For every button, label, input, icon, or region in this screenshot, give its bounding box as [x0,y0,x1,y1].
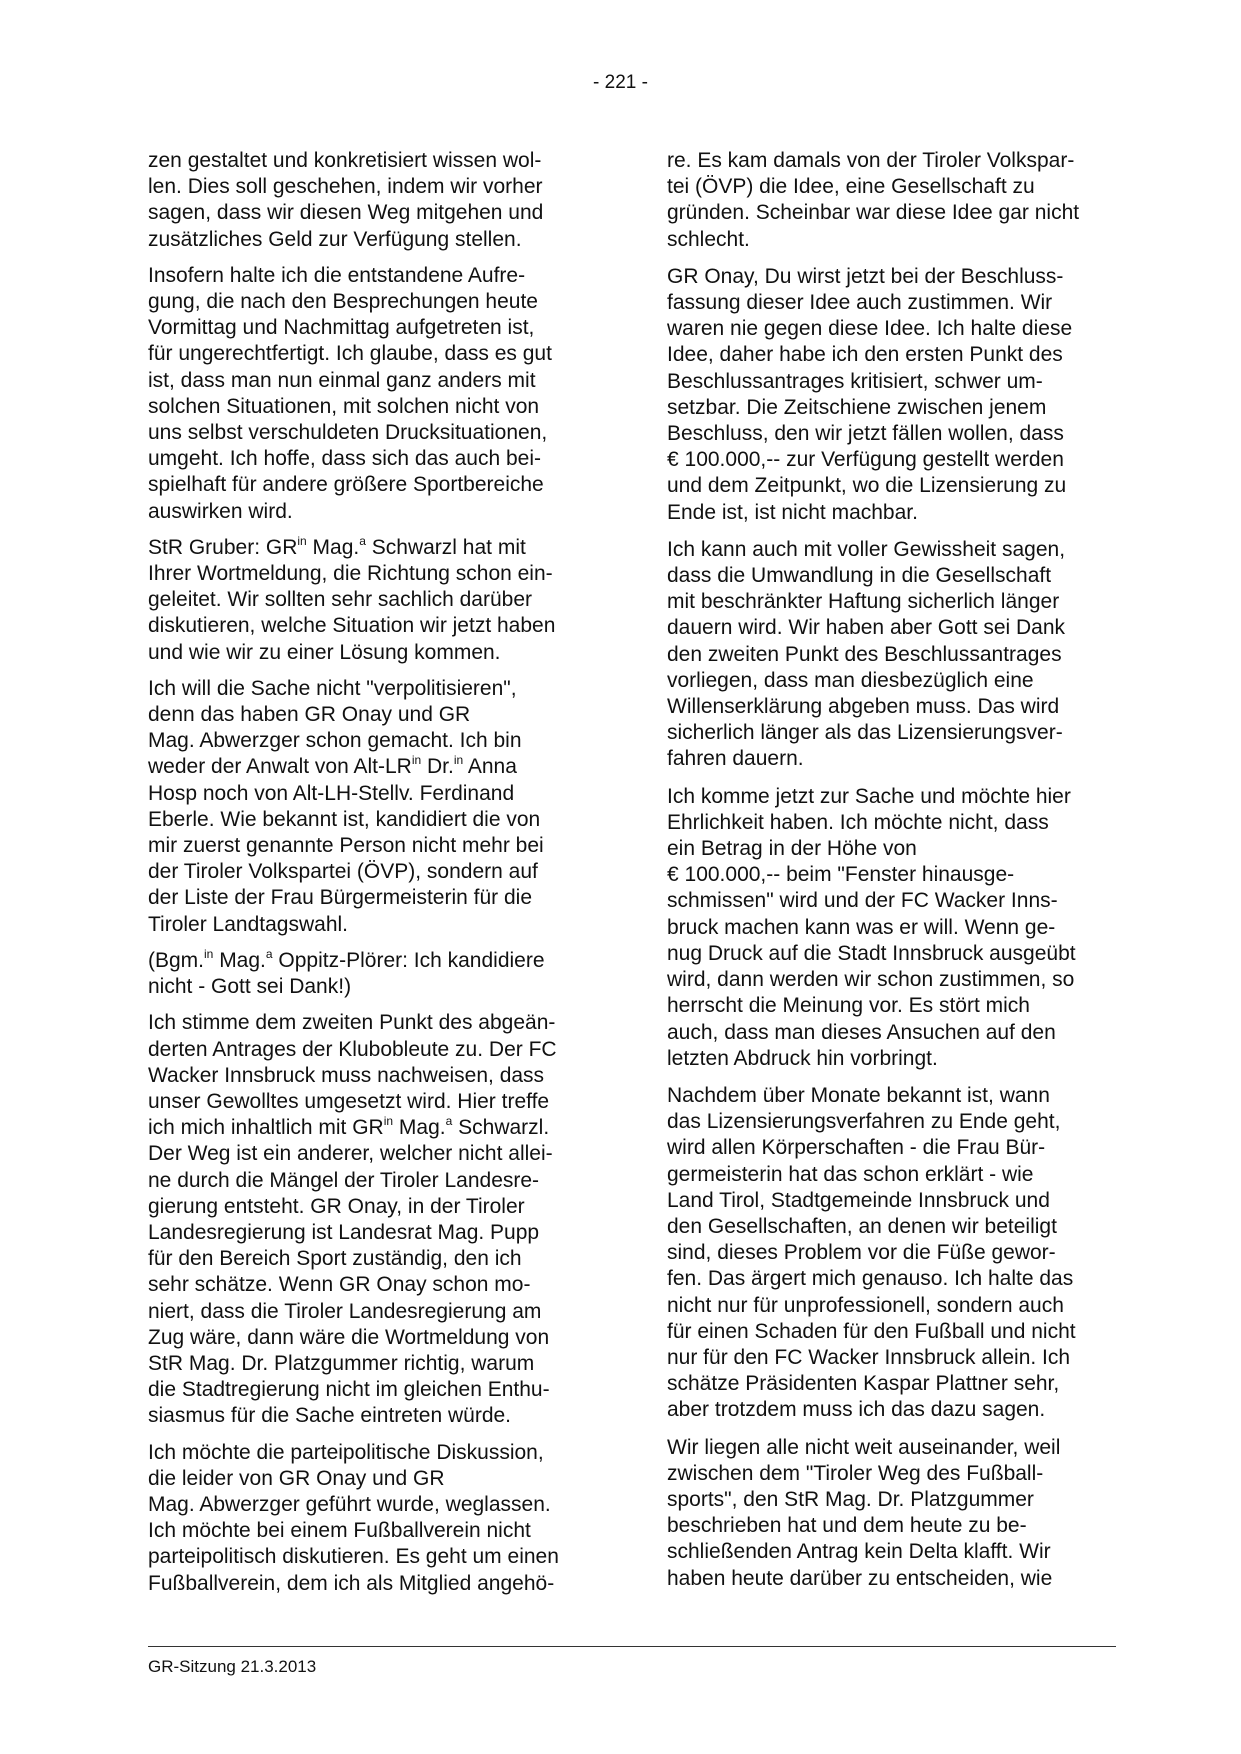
text-line [667,993,1119,1019]
text-segment: € 100.000,-- beim "Fenster hinausge- [667,863,1015,887]
text-line [667,1135,1119,1161]
text-segment: zusätzliches Geld zur Verfügung stellen. [148,227,522,251]
text-segment: setzbar. Die Zeitschiene zwischen jenem [667,395,1047,419]
text-line [148,1194,600,1220]
text-segment: wird, dann werden wir schon zustimmen, so [667,968,1075,992]
text-segment: fahren dauern. [667,747,804,771]
text-line [667,1461,1119,1487]
text-segment: Nachdem über Monate bekannt ist, wann [667,1083,1050,1107]
text-line [148,1246,600,1272]
text-line [667,473,1119,499]
text-line [667,1214,1119,1240]
text-segment: StR Mag. Dr. Platzgummer richtig, warum [148,1351,535,1375]
text-line [148,446,600,472]
text-segment: mit beschränkter Haftung sicherlich länger [667,590,1060,614]
text-line [667,500,1119,526]
text-segment: unser Gewolltes umgesetzt wird. Hier treffe [148,1089,550,1113]
text-segment: weder der Anwalt von Alt-LR [148,755,412,779]
text-line [148,1220,600,1246]
text-segment: germeisterin hat das schon erklärt - wie [667,1162,1034,1186]
paragraph [667,1083,1119,1424]
paragraph [667,148,1119,253]
text-segment: diskutieren, welche Situation wir jetzt haben [148,614,556,638]
text-segment: sind, dieses Problem vor die Füße gewor- [667,1241,1056,1265]
text-segment: Wir liegen alle nicht weit auseinander, weil [667,1435,1061,1459]
paragraph [148,676,600,938]
text-segment: und dem Zeitpunkt, wo die Lizensierung zu [667,474,1067,498]
text-segment: den Gesellschaften, an denen wir beteiligt [667,1214,1057,1238]
text-segment: gierung entsteht. GR Onay, in der Tiroler [148,1194,525,1218]
text-segment: Mag. [213,948,266,972]
text-segment: ist, dass man nun einmal ganz anders mit [148,368,536,392]
text-line [667,1487,1119,1513]
text-segment: schließenden Antrag kein Delta klafft. Wir [667,1540,1051,1564]
text-line [667,290,1119,316]
text-segment: Ich will die Sache nicht "verpolitisieren", [148,676,517,700]
text-line [667,967,1119,993]
text-segment: Idee, daher habe ich den ersten Punkt des [667,343,1063,367]
text-segment: die Stadtregierung nicht im gleichen Enthu- [148,1378,550,1402]
text-line [667,810,1119,836]
paragraph [148,1440,600,1597]
text-line [667,537,1119,563]
text-line [667,615,1119,641]
text-line [667,1266,1119,1292]
text-segment: Ich möchte bei einem Fußballverein nicht [148,1519,531,1543]
text-line [148,1272,600,1298]
text-segment: schmissen" wird und der FC Wacker Inns- [667,889,1058,913]
text-segment: Wacker Innsbruck muss nachweisen, dass [148,1063,545,1087]
text-segment: Land Tirol, Stadtgemeinde Innsbruck und [667,1188,1050,1212]
text-line [148,499,600,525]
text-line [148,974,600,1000]
text-segment: fassung dieser Idee auch zustimmen. Wir [667,291,1053,315]
text-line [148,1571,600,1597]
superscript: in [204,946,214,961]
text-segment: Ihrer Wortmeldung, die Richtung schon ein- [148,562,553,586]
text-line [667,1083,1119,1109]
text-line [667,1371,1119,1397]
left-text-column [148,148,600,1607]
text-line [667,1109,1119,1135]
text-line [148,833,600,859]
text-segment: Ehrlichkeit haben. Ich möchte nicht, dass [667,810,1049,834]
text-segment: Oppitz-Plörer: Ich kandidiere [272,948,545,972]
text-line [148,1466,600,1492]
text-line [148,420,600,446]
text-line [148,1440,600,1466]
text-segment: denn das haben GR Onay und GR [148,703,471,727]
text-segment: der Liste der Frau Bürgermeisterin für die [148,886,532,910]
text-segment: beschrieben hat und dem heute zu be- [667,1514,1027,1538]
text-segment: auswirken wird. [148,499,293,523]
text-segment: Beschlussantrages kritisiert, schwer um- [667,369,1043,393]
text-line [667,563,1119,589]
superscript: in [411,753,422,768]
text-segment: uns selbst verschuldeten Drucksituationen, [148,421,548,445]
text-line [148,315,600,341]
text-segment: mir zuerst genannte Person nicht mehr bei [148,834,544,858]
text-line [667,694,1119,720]
text-segment: das Lizensierungsverfahren zu Ende geht, [667,1110,1061,1134]
text-line [148,227,600,253]
text-segment: schlecht. [667,227,750,251]
paragraph [148,1010,600,1429]
text-segment: auch, dass man dieses Ansuchen auf den [667,1020,1056,1044]
text-segment: Willenserklärung abgeben muss. Das wird [667,695,1060,719]
text-line [148,1299,600,1325]
text-segment: Der Weg ist ein anderer, welcher nicht allei- [148,1142,553,1166]
page-number: - 221 - [593,72,648,93]
text-segment: Tiroler Landtagswahl. [148,912,348,936]
text-segment: Ende ist, ist nicht machbar. [667,500,918,524]
text-line [667,1293,1119,1319]
text-line [148,394,600,420]
text-segment: geleitet. Wir sollten sehr sachlich darüber [148,588,533,612]
text-segment: den zweiten Punkt des Beschlussantrages [667,642,1062,666]
text-segment: sicherlich länger als das Lizensierungsver- [667,721,1063,745]
superscript: a [359,533,366,548]
text-segment: Mag. [306,535,360,559]
superscript: in [383,1114,394,1129]
text-segment: Landesregierung ist Landesrat Mag. Pupp [148,1220,540,1244]
text-line [667,1435,1119,1461]
text-segment: len. Dies soll geschehen, indem wir vorher [148,175,543,199]
text-segment: nur für den FC Wacker Innsbruck allein. Ich [667,1345,1071,1369]
text-line [148,676,600,702]
text-line [148,728,600,754]
text-line [667,668,1119,694]
text-line [667,862,1119,888]
text-line [667,941,1119,967]
text-line [148,535,600,561]
text-segment: dauern wird. Wir haben aber Gott sei Dank [667,616,1066,640]
text-line [148,148,600,174]
text-line [667,395,1119,421]
text-segment: spielhaft für andere größere Sportbereiche [148,473,544,497]
text-segment: letzten Abdruck hin vorbringt. [667,1046,938,1070]
text-line [148,948,600,974]
text-segment: sehr schätze. Wenn GR Onay schon mo- [148,1273,531,1297]
text-line [667,746,1119,772]
paragraph [148,535,600,666]
text-line [148,368,600,394]
text-line [148,859,600,885]
text-segment: Ich komme jetzt zur Sache und möchte hier [667,784,1071,808]
text-line [667,1046,1119,1072]
text-line [667,369,1119,395]
text-line [148,1037,600,1063]
text-line [667,888,1119,914]
text-segment: GR Onay, Du wirst jetzt bei der Beschluss- [667,264,1064,288]
text-line [148,1377,600,1403]
text-line [148,640,600,666]
text-line [667,1240,1119,1266]
text-line [667,1020,1119,1046]
text-line [148,1141,600,1167]
text-line [148,1518,600,1544]
text-line [148,174,600,200]
text-line [667,447,1119,473]
text-line [148,341,600,367]
paragraph [667,1435,1119,1592]
text-segment: der Tiroler Volkspartei (ÖVP), sondern auf [148,860,538,884]
paragraph [667,264,1119,526]
text-line [667,1513,1119,1539]
text-segment: Dr. [421,755,454,779]
text-line [667,148,1119,174]
text-line [148,472,600,498]
text-segment: umgeht. Ich hoffe, dass sich das auch bei- [148,447,542,471]
text-segment: derten Antrages der Klubobleute zu. Der FC [148,1037,557,1061]
text-line [667,227,1119,253]
text-line [148,781,600,807]
text-segment: Mag. Abwerzger schon gemacht. Ich bin [148,729,522,753]
text-segment: aber trotzdem muss ich das dazu sagen. [667,1398,1046,1422]
text-segment: fen. Das ärgert mich genauso. Ich halte das [667,1267,1074,1291]
text-line [667,784,1119,810]
text-line [667,1566,1119,1592]
text-segment: schätze Präsidenten Kaspar Plattner sehr, [667,1372,1060,1396]
text-segment: Vormittag und Nachmittag aufgetreten ist, [148,316,535,340]
text-line [148,1403,600,1429]
text-segment: Schwarzl. [452,1116,550,1140]
text-line [148,263,600,289]
text-segment: für einen Schaden für den Fußball und nicht [667,1319,1076,1343]
text-segment: für den Bereich Sport zuständig, den ich [148,1247,522,1271]
text-segment: Fußballverein, dem ich als Mitglied angehö- [148,1571,555,1595]
text-segment: nug Druck auf die Stadt Innsbruck ausgeübt [667,941,1076,965]
superscript: in [453,753,464,768]
text-segment: vorliegen, dass man diesbezüglich eine [667,668,1034,692]
text-line [667,1345,1119,1371]
superscript: a [445,1114,453,1129]
text-line [667,200,1119,226]
text-line [667,264,1119,290]
text-segment: dass die Umwandlung in die Gesellschaft [667,564,1052,588]
text-segment: Anna [463,755,517,779]
text-line [148,1168,600,1194]
text-line [148,1492,600,1518]
text-segment: Eberle. Wie bekannt ist, kandidiert die von [148,807,541,831]
text-line [667,1539,1119,1565]
text-line [148,912,600,938]
paragraph [667,784,1119,1072]
text-segment: Mag. Abwerzger geführt wurde, weglassen. [148,1492,551,1516]
text-segment: Mag. [393,1116,446,1140]
text-segment: Schwarzl hat mit [365,535,526,559]
text-segment: Beschluss, den wir jetzt fällen wollen, dass [667,422,1064,446]
paragraph [667,537,1119,773]
text-segment: StR Gruber: GR [148,535,298,559]
text-segment: sports", den StR Mag. Dr. Platzgummer [667,1487,1034,1511]
text-segment: Ich möchte die parteipolitische Diskussion, [148,1440,544,1464]
text-segment: ne durch die Mängel der Tiroler Landesre- [148,1168,540,1192]
footer-divider [148,1646,1116,1647]
text-line [148,289,600,315]
text-segment: zwischen dem "Tiroler Weg des Fußball- [667,1461,1044,1485]
text-line [667,174,1119,200]
text-segment: bruck machen kann was er will. Wenn ge- [667,915,1056,939]
text-line [148,807,600,833]
text-line [667,1397,1119,1423]
text-segment: parteipolitisch diskutieren. Es geht um einen [148,1545,559,1569]
paragraph [148,263,600,525]
text-segment: gründen. Scheinbar war diese Idee gar nicht [667,201,1080,225]
text-line [667,915,1119,941]
text-segment: tei (ÖVP) die Idee, eine Gesellschaft zu [667,175,1035,199]
text-line [667,342,1119,368]
text-line [148,1010,600,1036]
text-segment: niert, dass die Tiroler Landesregierung am [148,1299,542,1323]
text-segment: wird allen Körperschaften - die Frau Bür- [667,1136,1046,1160]
text-line [148,1351,600,1377]
text-line [667,1319,1119,1345]
right-text-column [667,148,1119,1603]
text-segment: siasmus für die Sache eintreten würde. [148,1404,512,1428]
paragraph [148,948,600,1000]
text-segment: Insofern halte ich die entstandene Aufre- [148,263,526,287]
text-line [148,885,600,911]
text-line [148,754,600,780]
text-segment: ein Betrag in der Höhe von [667,837,917,861]
text-segment: herrscht die Meinung vor. Es stört mich [667,994,1030,1018]
text-line [148,613,600,639]
text-line [148,702,600,728]
text-segment: Ich stimme dem zweiten Punkt des abgeän- [148,1011,556,1035]
text-segment: solchen Situationen, mit solchen nicht von [148,394,540,418]
text-segment: nicht nur für unprofessionell, sondern auch [667,1293,1064,1317]
text-segment: Ich kann auch mit voller Gewissheit sagen, [667,537,1066,561]
superscript: in [297,533,307,548]
text-line [667,1162,1119,1188]
text-line [667,642,1119,668]
text-segment: gung, die nach den Besprechungen heute [148,290,538,314]
text-line [148,587,600,613]
text-line [148,1115,600,1141]
text-segment: € 100.000,-- zur Verfügung gestellt werden [667,448,1064,472]
text-line [667,316,1119,342]
text-segment: die leider von GR Onay und GR [148,1466,445,1490]
footer-session-date: GR-Sitzung 21.3.2013 [148,1657,317,1676]
text-segment: re. Es kam damals von der Tiroler Volkspar- [667,149,1075,172]
text-line [148,1325,600,1351]
text-line [667,1188,1119,1214]
text-segment: ich mich inhaltlich mit GR [148,1116,384,1140]
text-segment: zen gestaltet und konkretisiert wissen wol- [148,149,542,172]
text-line [148,1544,600,1570]
text-line [148,561,600,587]
text-line [148,200,600,226]
text-line [667,720,1119,746]
text-segment: (Bgm. [148,948,205,972]
superscript: a [265,946,273,961]
text-segment: für ungerechtfertigt. Ich glaube, dass es gut [148,342,552,366]
text-segment: Hosp noch von Alt-LH-Stellv. Ferdinand [148,781,515,805]
text-segment: nicht - Gott sei Dank!) [148,975,352,999]
paragraph [148,148,600,253]
text-line [667,421,1119,447]
text-segment: und wie wir zu einer Lösung kommen. [148,640,501,664]
text-segment: sagen, dass wir diesen Weg mitgehen und [148,201,544,225]
text-segment: haben heute darüber zu entscheiden, wie [667,1566,1053,1590]
text-line [667,589,1119,615]
text-segment: waren nie gegen diese Idee. Ich halte diese [667,317,1073,341]
text-line [148,1089,600,1115]
text-line [667,836,1119,862]
text-line [148,1063,600,1089]
text-segment: Zug wäre, dann wäre die Wortmeldung von [148,1325,550,1349]
